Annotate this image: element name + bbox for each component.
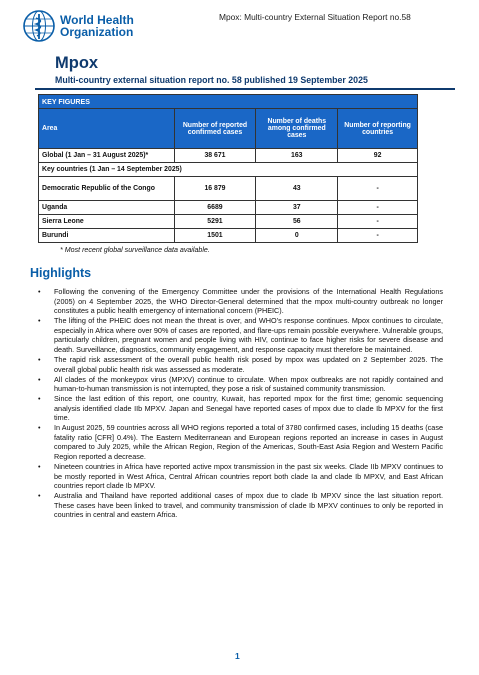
who-logo-text: [60, 14, 134, 38]
key-figures-caption: KEY FIGURES: [39, 95, 418, 109]
header-deaths: Number of deaths among confirmed cases: [256, 109, 338, 149]
cell-deaths: 163: [256, 149, 338, 163]
table-row-key-countries-label: [39, 163, 418, 177]
header-area: Area: [39, 109, 175, 149]
cell-cases: 38 671: [174, 149, 256, 163]
cell-deaths: 56: [256, 215, 338, 229]
table-footnote: * Most recent global surveillance data available.: [60, 246, 210, 254]
list-item: • In August 2025, 59 countries across all WHO regions reported a total of 3780 confirmed cases, including 15 deaths (case fatality ratio [CFR] 0.4%). The Eastern Mediterranean and European regions reported an increase in cases in August compared to July 2025, while the African Region, Region of the Americas, South-East Asia Region and Western Pacific Region reported a decrease.: [38, 423, 443, 461]
list-item: • The lifting of the PHEIC does not mean the threat is over, and WHO’s response continues. Mpox continues to circulate, especially in Africa where over 90% of cases are reported, and flare-ups remain possible everywhere. Vulnerable groups, particularly children, pregnant women and people living with HIV, continue to face higher risks for severe disease and death. Surveillance, diagnostics, community engagement, and response capacity must therefore be maintained.: [38, 316, 443, 354]
who-logo: [22, 9, 134, 43]
list-item: • Australia and Thailand have reported additional cases of mpox due to clade Ib MPXV since the last situation report. These cases have been linked to travel, and community transmission of clade Ib MPXV continues to only be reported in countries in central and eastern Africa.: [38, 491, 443, 520]
document-title: Mpox: [55, 54, 99, 72]
cell-cases: 6689: [174, 201, 256, 215]
cell-area: Global (1 Jan – 31 August 2025)*: [39, 149, 175, 163]
cell-cases: 5291: [174, 215, 256, 229]
cell-countries: -: [338, 215, 418, 229]
table-header-row: [39, 109, 418, 149]
table-row: [39, 177, 418, 201]
cell-deaths: 0: [256, 229, 338, 243]
cell-area: Uganda: [39, 201, 175, 215]
cell-deaths: 43: [256, 177, 338, 201]
org-name-line2: Organization: [60, 25, 134, 39]
list-item: • Following the convening of the Emergency Committee under the provisions of the International Health Regulations (2005) on 4 September 2025, the WHO Director-General determined that the mpox multi-country outbreak no longer constitutes a public health emergency of international concern (PHEIC).: [38, 287, 443, 316]
cell-cases: 16 879: [174, 177, 256, 201]
org-name-line1: World Health: [60, 13, 134, 27]
list-item: • All clades of the monkeypox virus (MPXV) continue to circulate. When mpox outbreaks are not rapidly contained and human-to-human transmission is not interrupted, they pose a risk of sustained community transmission.: [38, 375, 443, 394]
cell-area: Sierra Leone: [39, 215, 175, 229]
header-cases: Number of reported confirmed cases: [174, 109, 256, 149]
page-number: 1: [235, 651, 240, 661]
table-row: [39, 215, 418, 229]
cell-area: Democratic Republic of the Congo: [39, 177, 175, 201]
list-item: • The rapid risk assessment of the overall public health risk posed by mpox was updated on 2 September 2025. The overall global public health risk was assessed as moderate.: [38, 355, 443, 374]
cell-deaths: 37: [256, 201, 338, 215]
key-countries-label: Key countries (1 Jan – 14 September 2025): [39, 163, 418, 177]
title-divider: [35, 88, 455, 90]
cell-countries: -: [338, 229, 418, 243]
cell-countries: -: [338, 201, 418, 215]
who-emblem-icon: [22, 9, 56, 43]
highlights-heading: Highlights: [30, 266, 92, 280]
running-header: Mpox: Multi-country External Situation Report no.58: [219, 12, 411, 22]
list-item: • Nineteen countries in Africa have reported active mpox transmission in the past six weeks. Clade IIb MPXV continues to be mostly reported in West Africa, Central African countries report both clade Ia and clade Ib MPXV, and East African countries report clade Ib MPXV.: [38, 462, 443, 491]
list-item: • Since the last edition of this report, one country, Kuwait, has reported mpox for the first time; genomic sequencing analysis identified clade IIb MPXV. Japan and Senegal have reported cases of mpox due to clade Ib MPXV for the first time.: [38, 394, 443, 423]
cell-area: Burundi: [39, 229, 175, 243]
cell-countries: -: [338, 177, 418, 201]
cell-countries: 92: [338, 149, 418, 163]
key-figures-table: [38, 94, 418, 243]
table-row: [39, 201, 418, 215]
table-row: [39, 229, 418, 243]
table-row-global: [39, 149, 418, 163]
highlights-list: [38, 287, 443, 520]
header-countries: Number of reporting countries: [338, 109, 418, 149]
document-subtitle: Multi-country external situation report no. 58 published 19 September 2025: [55, 75, 368, 85]
cell-cases: 1501: [174, 229, 256, 243]
